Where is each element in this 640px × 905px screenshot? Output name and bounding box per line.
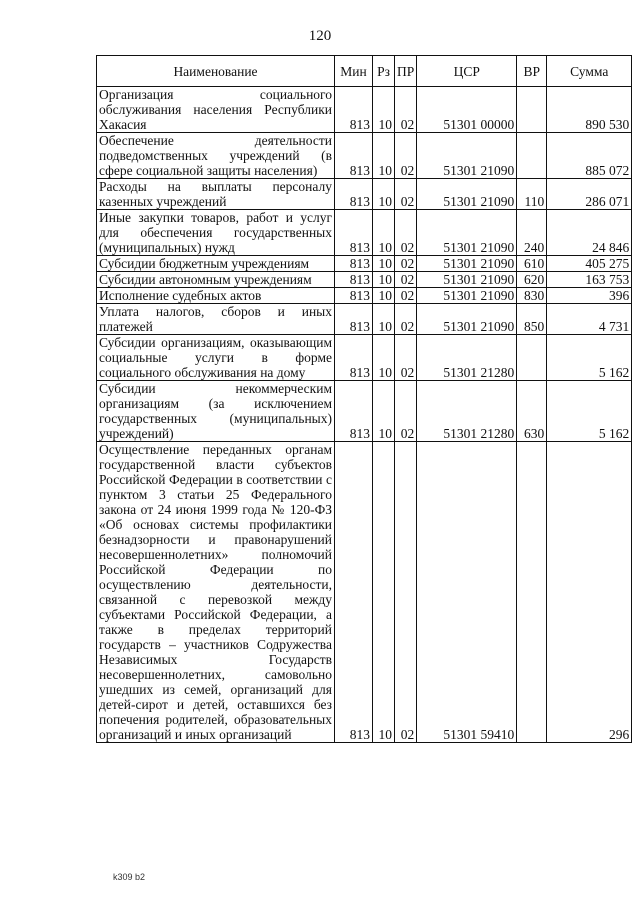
cell-vr <box>517 133 547 179</box>
cell-vr: 610 <box>517 256 547 272</box>
cell-rz: 10 <box>373 442 395 743</box>
cell-pr: 02 <box>395 288 417 304</box>
cell-rz: 10 <box>373 133 395 179</box>
table-row <box>97 381 632 442</box>
header-csr: ЦСР <box>417 56 517 87</box>
table-row <box>97 288 632 304</box>
cell-csr: 51301 21090 <box>417 210 517 256</box>
header-vr: ВР <box>517 56 547 87</box>
table-row <box>97 179 632 210</box>
cell-vr: 830 <box>517 288 547 304</box>
cell-sum: 885 072 <box>547 133 632 179</box>
cell-name: Субсидии организациям, оказывающим социальные услуги в форме социального обслуживания на дому <box>97 335 335 381</box>
cell-csr: 51301 21090 <box>417 304 517 335</box>
cell-sum: 4 731 <box>547 304 632 335</box>
cell-pr: 02 <box>395 256 417 272</box>
table-row <box>97 210 632 256</box>
table-header-row <box>97 56 632 87</box>
table-row <box>97 133 632 179</box>
cell-sum: 24 846 <box>547 210 632 256</box>
header-pr: ПР <box>395 56 417 87</box>
cell-vr: 110 <box>517 179 547 210</box>
cell-vr: 630 <box>517 381 547 442</box>
cell-rz: 10 <box>373 256 395 272</box>
cell-pr: 02 <box>395 304 417 335</box>
cell-sum: 5 162 <box>547 335 632 381</box>
cell-sum: 296 <box>547 442 632 743</box>
cell-csr: 51301 21280 <box>417 335 517 381</box>
cell-vr: 850 <box>517 304 547 335</box>
cell-rz: 10 <box>373 304 395 335</box>
cell-csr: 51301 21090 <box>417 256 517 272</box>
cell-csr: 51301 21090 <box>417 288 517 304</box>
cell-pr: 02 <box>395 133 417 179</box>
cell-vr <box>517 442 547 743</box>
header-sum: Сумма <box>547 56 632 87</box>
cell-csr: 51301 00000 <box>417 87 517 133</box>
cell-name: Субсидии некоммерческим организациям (за исключением государственных (муниципальных) учреждений) <box>97 381 335 442</box>
cell-rz: 10 <box>373 381 395 442</box>
cell-pr: 02 <box>395 381 417 442</box>
cell-min: 813 <box>335 304 373 335</box>
cell-name: Исполнение судебных актов <box>97 288 335 304</box>
cell-rz: 10 <box>373 335 395 381</box>
cell-sum: 396 <box>547 288 632 304</box>
cell-name: Обеспечение деятельности подведомственных учреждений (в сфере социальной защиты населения) <box>97 133 335 179</box>
cell-min: 813 <box>335 381 373 442</box>
cell-rz: 10 <box>373 179 395 210</box>
cell-vr <box>517 335 547 381</box>
cell-min: 813 <box>335 442 373 743</box>
cell-name: Организация социального обслуживания населения Республики Хакасия <box>97 87 335 133</box>
cell-min: 813 <box>335 256 373 272</box>
footer-code: k309 b2 <box>113 872 146 882</box>
header-min: Мин <box>335 56 373 87</box>
cell-min: 813 <box>335 288 373 304</box>
cell-sum: 405 275 <box>547 256 632 272</box>
cell-min: 813 <box>335 335 373 381</box>
cell-sum: 890 530 <box>547 87 632 133</box>
cell-rz: 10 <box>373 272 395 288</box>
cell-csr: 51301 59410 <box>417 442 517 743</box>
cell-min: 813 <box>335 179 373 210</box>
cell-name: Осуществление переданных органам государственной власти субъектов Российской Федерации в соответствии с пунктом 3 статьи 25 Федерального закона от 24 июня 1999 года № 120-ФЗ «Об основах системы профилактики безнадзорности и правонарушений несовершеннолетних» полномочий Российской Федерации по осуществлению деятельности, связанной с перевозкой между субъектами Российской Федерации, а также в пределах территорий государств – участников Содружества Независимых Государств несовершеннолетних, самовольно ушедших из семей, организаций для детей-сирот и детей, оставшихся без попечения родителей, образовательных организаций и иных организаций <box>97 442 335 743</box>
cell-vr <box>517 87 547 133</box>
cell-sum: 286 071 <box>547 179 632 210</box>
table-row <box>97 272 632 288</box>
budget-table <box>96 55 632 743</box>
cell-rz: 10 <box>373 87 395 133</box>
cell-pr: 02 <box>395 335 417 381</box>
header-name: Наименование <box>97 56 335 87</box>
table-row <box>97 304 632 335</box>
cell-name: Субсидии бюджетным учреждениям <box>97 256 335 272</box>
cell-pr: 02 <box>395 87 417 133</box>
cell-csr: 51301 21280 <box>417 381 517 442</box>
cell-min: 813 <box>335 133 373 179</box>
cell-csr: 51301 21090 <box>417 133 517 179</box>
cell-name: Уплата налогов, сборов и иных платежей <box>97 304 335 335</box>
cell-name: Расходы на выплаты персоналу казенных учреждений <box>97 179 335 210</box>
cell-min: 813 <box>335 87 373 133</box>
table-row <box>97 87 632 133</box>
cell-name: Субсидии автономным учреждениям <box>97 272 335 288</box>
cell-rz: 10 <box>373 288 395 304</box>
cell-pr: 02 <box>395 179 417 210</box>
cell-csr: 51301 21090 <box>417 272 517 288</box>
cell-min: 813 <box>335 272 373 288</box>
cell-sum: 163 753 <box>547 272 632 288</box>
page-number: 120 <box>308 28 332 44</box>
table-row <box>97 335 632 381</box>
cell-pr: 02 <box>395 442 417 743</box>
cell-min: 813 <box>335 210 373 256</box>
cell-pr: 02 <box>395 272 417 288</box>
cell-vr: 620 <box>517 272 547 288</box>
cell-pr: 02 <box>395 210 417 256</box>
cell-sum: 5 162 <box>547 381 632 442</box>
cell-name: Иные закупки товаров, работ и услуг для обеспечения государственных (муниципальных) нужд <box>97 210 335 256</box>
table-row <box>97 256 632 272</box>
header-rz: Рз <box>373 56 395 87</box>
cell-vr: 240 <box>517 210 547 256</box>
table-row <box>97 442 632 743</box>
cell-rz: 10 <box>373 210 395 256</box>
cell-csr: 51301 21090 <box>417 179 517 210</box>
